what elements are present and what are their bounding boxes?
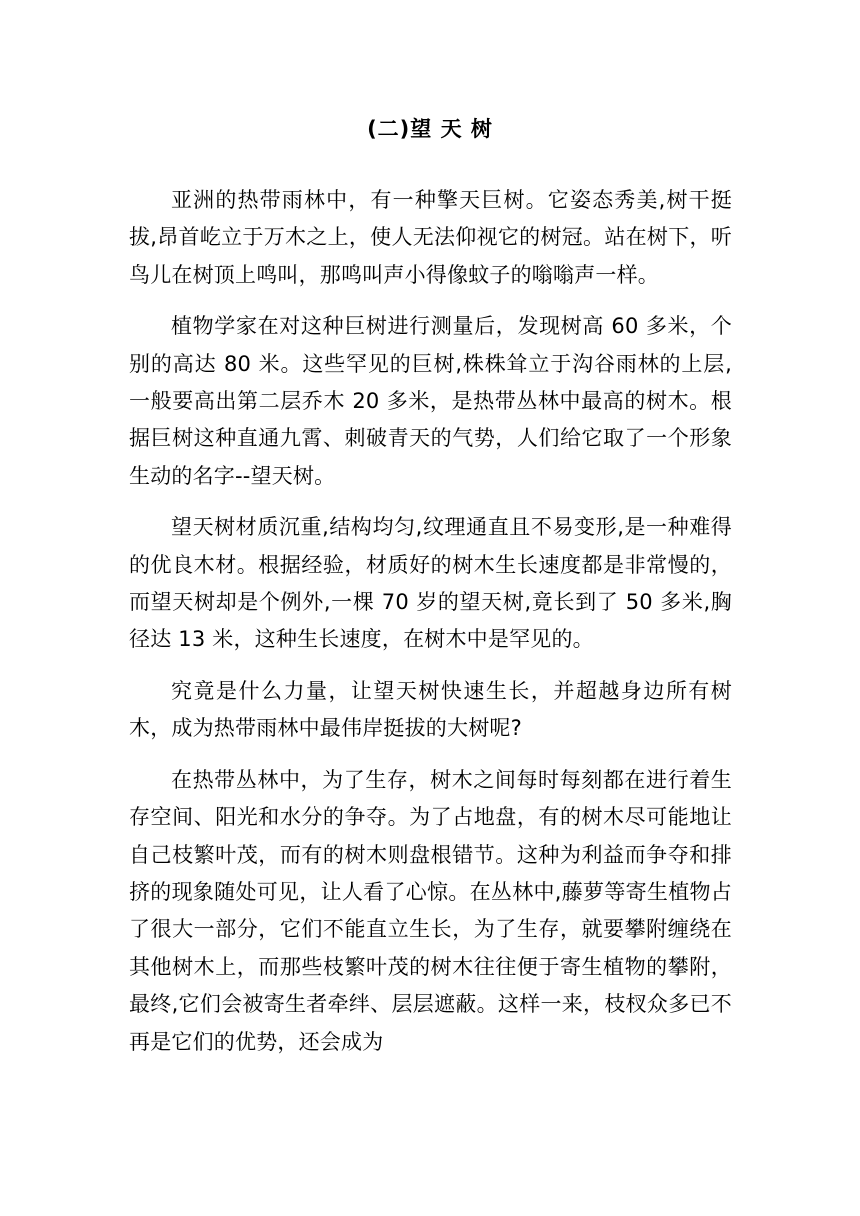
paragraph: 望天树材质沉重,结构均匀,纹理通直且不易变形,是一种难得的优良木材。根据经验，材质好的树木生长速度都是非常慢的，而望天树却是个例外,一棵 70 岁的望天树,竟长到了 50 多米,胸径达 13 米，这种生长速度，在树木中是罕见的。 (129, 515, 732, 652)
paragraph: 究竟是什么力量，让望天树快速生长，并超越身边所有树木，成为热带雨林中最伟岸挺拔的大树呢? (129, 678, 732, 741)
article-body (129, 182, 732, 1075)
paragraph: 亚洲的热带雨林中，有一种擎天巨树。它姿态秀美,树干挺拔,昂首屹立于万木之上，使人无法仰视它的树冠。站在树下，听鸟儿在树顶上鸣叫，那鸣叫声小得像蚊子的嗡嗡声一样。 (129, 188, 732, 287)
paragraph: 植物学家在对这种巨树进行测量后，发现树高 60 多米，个别的高达 80 米。这些罕见的巨树,株株耸立于沟谷雨林的上层,一般要高出第二层乔木 20 多米，是热带丛林中最高的树木。根据巨树这种直通九霄、刺破青天的气势，人们给它取了一个形象生动的名字--望天树。 (129, 314, 732, 488)
paragraph: 在热带丛林中，为了生存，树木之间每时每刻都在进行着生存空间、阳光和水分的争夺。为了占地盘，有的树木尽可能地让自己枝繁叶茂，而有的树木则盘根错节。这种为利益而争夺和排挤的现象随处可见，让人看了心惊。在丛林中,藤萝等寄生植物占了很大一部分，它们不能直立生长，为了生存，就要攀附缠绕在其他树木上，而那些枝繁叶茂的树木往往便于寄生植物的攀附，最终,它们会被寄生者牵绊、层层遮蔽。这样一来，枝杈众多已不再是它们的优势，还会成为 (129, 767, 732, 1054)
article-title: (二)望 天 树 (367, 117, 493, 141)
